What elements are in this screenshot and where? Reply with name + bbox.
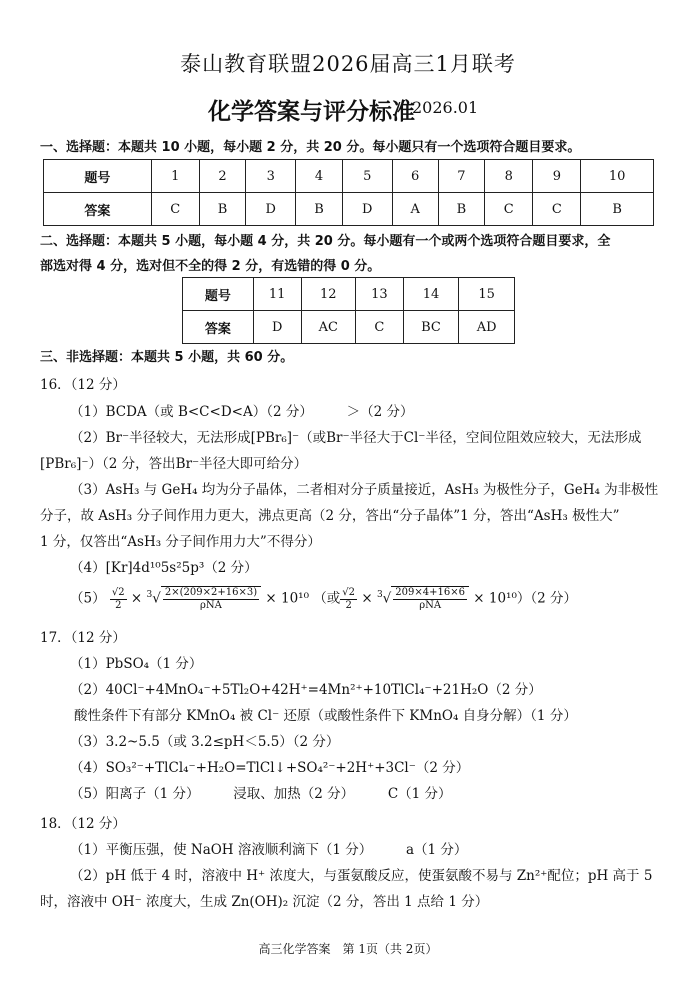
- table2.nums-cell: 15: [459, 278, 515, 311]
- answer-line: 1 分，仅答出“AsH₃ 分子间作用力大”不得分）: [40, 534, 321, 550]
- exam-title: 泰山教育联盟2026届高三1月联考: [180, 52, 516, 76]
- table1.nums-cell: 4: [296, 160, 343, 193]
- table1.nums-cell: 5: [342, 160, 392, 193]
- sqrt2-alt: √2: [342, 586, 356, 598]
- table2.nums-cell: 11: [253, 278, 301, 311]
- table2.nums-cell: 14: [403, 278, 459, 311]
- answer-table-2: [182, 277, 515, 344]
- table1.nums-cell: 3: [246, 160, 296, 193]
- section1-heading: 一、选择题：本题共 10 小题，每小题 2 分，共 20 分。每小题只有一个选项符合题目要求。: [40, 140, 581, 155]
- alt-label: （或: [313, 590, 341, 607]
- answer-line: 时，溶液中 OH⁻ 浓度大，生成 Zn(OH)₂ 沉淀（2 分，答出 1 点给 1 分）: [40, 894, 489, 910]
- q18-heading: 18．（12 分）: [40, 816, 126, 832]
- table1.answers-cell: A: [392, 193, 438, 226]
- answer-line: （1）PbSO₄（1 分）: [70, 656, 203, 672]
- sqrt2: √2: [111, 586, 125, 598]
- formula-end: × 10¹⁰）（2 分）: [473, 590, 578, 607]
- header-number: 题号: [183, 278, 254, 311]
- table1.answers-cell: B: [581, 193, 654, 226]
- numerator-1: 2×(209×2+16×3): [164, 587, 258, 598]
- header-answer: 答案: [183, 311, 254, 344]
- table2.answers-cell: AD: [459, 311, 515, 344]
- section3-heading: 三、非选择题：本题共 5 小题，共 60 分。: [40, 350, 294, 365]
- table1.answers-cell: D: [342, 193, 392, 226]
- answer-line: （2）pH 低于 4 时，溶液中 H⁺ 浓度大，与蛋氨酸反应，使蛋氨酸不易与 Zn²⁺配位；pH 高于 5: [70, 868, 653, 884]
- formula-label: （5）: [70, 590, 106, 607]
- table2.nums-cell: 12: [301, 278, 356, 311]
- page-footer: 高三化学答案 第 1页（共 2页）: [258, 942, 438, 956]
- denominator-2-alt: 2: [345, 599, 352, 611]
- table1.answers-cell: C: [151, 193, 199, 226]
- table2.answers-cell: BC: [403, 311, 459, 344]
- answer-line: （1）平衡压强，使 NaOH 溶液顺利滴下（1 分） a（1 分）: [70, 842, 468, 858]
- q16-heading: 16．（12 分）: [40, 377, 126, 393]
- section2-heading-line1: 二、选择题：本题共 5 小题，每小题 4 分，共 20 分。每小题有一个或两个选项符合题目要求，全: [40, 234, 611, 249]
- table1.nums-cell: 1: [151, 160, 199, 193]
- times: ×: [130, 590, 143, 607]
- header-number: 题号: [44, 160, 152, 193]
- answer-line: （2）Br⁻半径较大，无法形成[PBr₆]⁻（或Br⁻半径大于Cl⁻半径，空间位阻效应较大，无法形成: [70, 430, 642, 446]
- power: × 10¹⁰: [265, 590, 309, 607]
- numerator-2: 209×4+16×6: [395, 587, 465, 598]
- table1.nums-cell: 10: [581, 160, 654, 193]
- header-answer: 答案: [44, 193, 152, 226]
- table2.nums-cell: 13: [356, 278, 404, 311]
- answer-line: （3）AsH₃ 与 GeH₄ 均为分子晶体，二者相对分子质量接近，AsH₃ 为极性分子，GeH₄ 为非极性: [70, 482, 659, 498]
- table1.answers-cell: C: [485, 193, 533, 226]
- table1.nums-cell: 2: [199, 160, 246, 193]
- cube-root-index-alt: 3: [376, 590, 383, 600]
- answer-line: （1）BCDA（或 B<C<D<A）（2 分） ＞（2 分）: [70, 404, 414, 420]
- denominator-2b: ρNA: [419, 600, 442, 611]
- table1.answers-cell: C: [533, 193, 581, 226]
- table1.answers-cell: B: [296, 193, 343, 226]
- answer-line: 分子，故 AsH₃ 分子间作用力更大，沸点更高（2 分，答出“分子晶体”1 分，答出“AsH₃ 极性大”: [40, 508, 620, 524]
- answer-line: （2）40Cl⁻+4MnO₄⁻+5Tl₂O+42H⁺=4Mn²⁺+10TlCl₄⁻+21H₂O（2 分）: [70, 682, 542, 698]
- answer-line: （4）SO₃²⁻+TlCl₄⁻+H₂O=TlCl↓+SO₄²⁻+2H⁺+3Cl⁻（2 分）: [70, 760, 470, 776]
- table2.answers-cell: D: [253, 311, 301, 344]
- cube-root-index: 3: [146, 590, 153, 600]
- times-alt: ×: [361, 590, 373, 607]
- answer-line: 酸性条件下有部分 KMnO₄ 被 Cl⁻ 还原（或酸性条件下 KMnO₄ 自身分解）（1 分）: [74, 708, 577, 724]
- table1.nums-cell: 7: [438, 160, 485, 193]
- answer-line: （5）阳离子（1 分） 浸取、加热（2 分） C（1 分）: [70, 786, 452, 802]
- exam-date: 2026.01: [412, 98, 479, 117]
- denominator-1: ρNA: [200, 600, 222, 611]
- answer-line: （3）3.2~5.5（或 3.2≤pH＜5.5）（2 分）: [70, 734, 340, 750]
- answer-line: （4）[Kr]4d¹⁰5s²5p³（2 分）: [70, 560, 258, 576]
- table2.answers-cell: AC: [301, 311, 356, 344]
- q16-formula: （5） $\frac{√2}{2}$ × $^3$√ $\frac{2\times(209\times 2+16\times 3)}{\text{ρNA}}$ × 10¹⁰ （或 $\frac{√2}{2}$ × $^3$√ $\frac{209\times 4+16\times 6}{\text{ρNA}}$ × 10¹⁰）（2 分）: [70, 586, 578, 611]
- page-subtitle: 化学答案与评分标准: [208, 99, 415, 125]
- denominator-2: 2: [115, 599, 122, 611]
- q17-heading: 17．（12 分）: [40, 630, 126, 646]
- section2-heading-line2: 部选对得 4 分，选对但不全的得 2 分，有选错的得 0 分。: [40, 259, 381, 274]
- answer-line: [PBr₆]⁻）（2 分，答出Br⁻半径大即可给分）: [40, 456, 308, 472]
- table1.nums-cell: 8: [485, 160, 533, 193]
- table1.answers-cell: B: [199, 193, 246, 226]
- table1.nums-cell: 6: [392, 160, 438, 193]
- table1.answers-cell: B: [438, 193, 485, 226]
- table1.nums-cell: 9: [533, 160, 581, 193]
- answer-table-1: [43, 159, 654, 226]
- table2.answers-cell: C: [356, 311, 404, 344]
- table1.answers-cell: D: [246, 193, 296, 226]
